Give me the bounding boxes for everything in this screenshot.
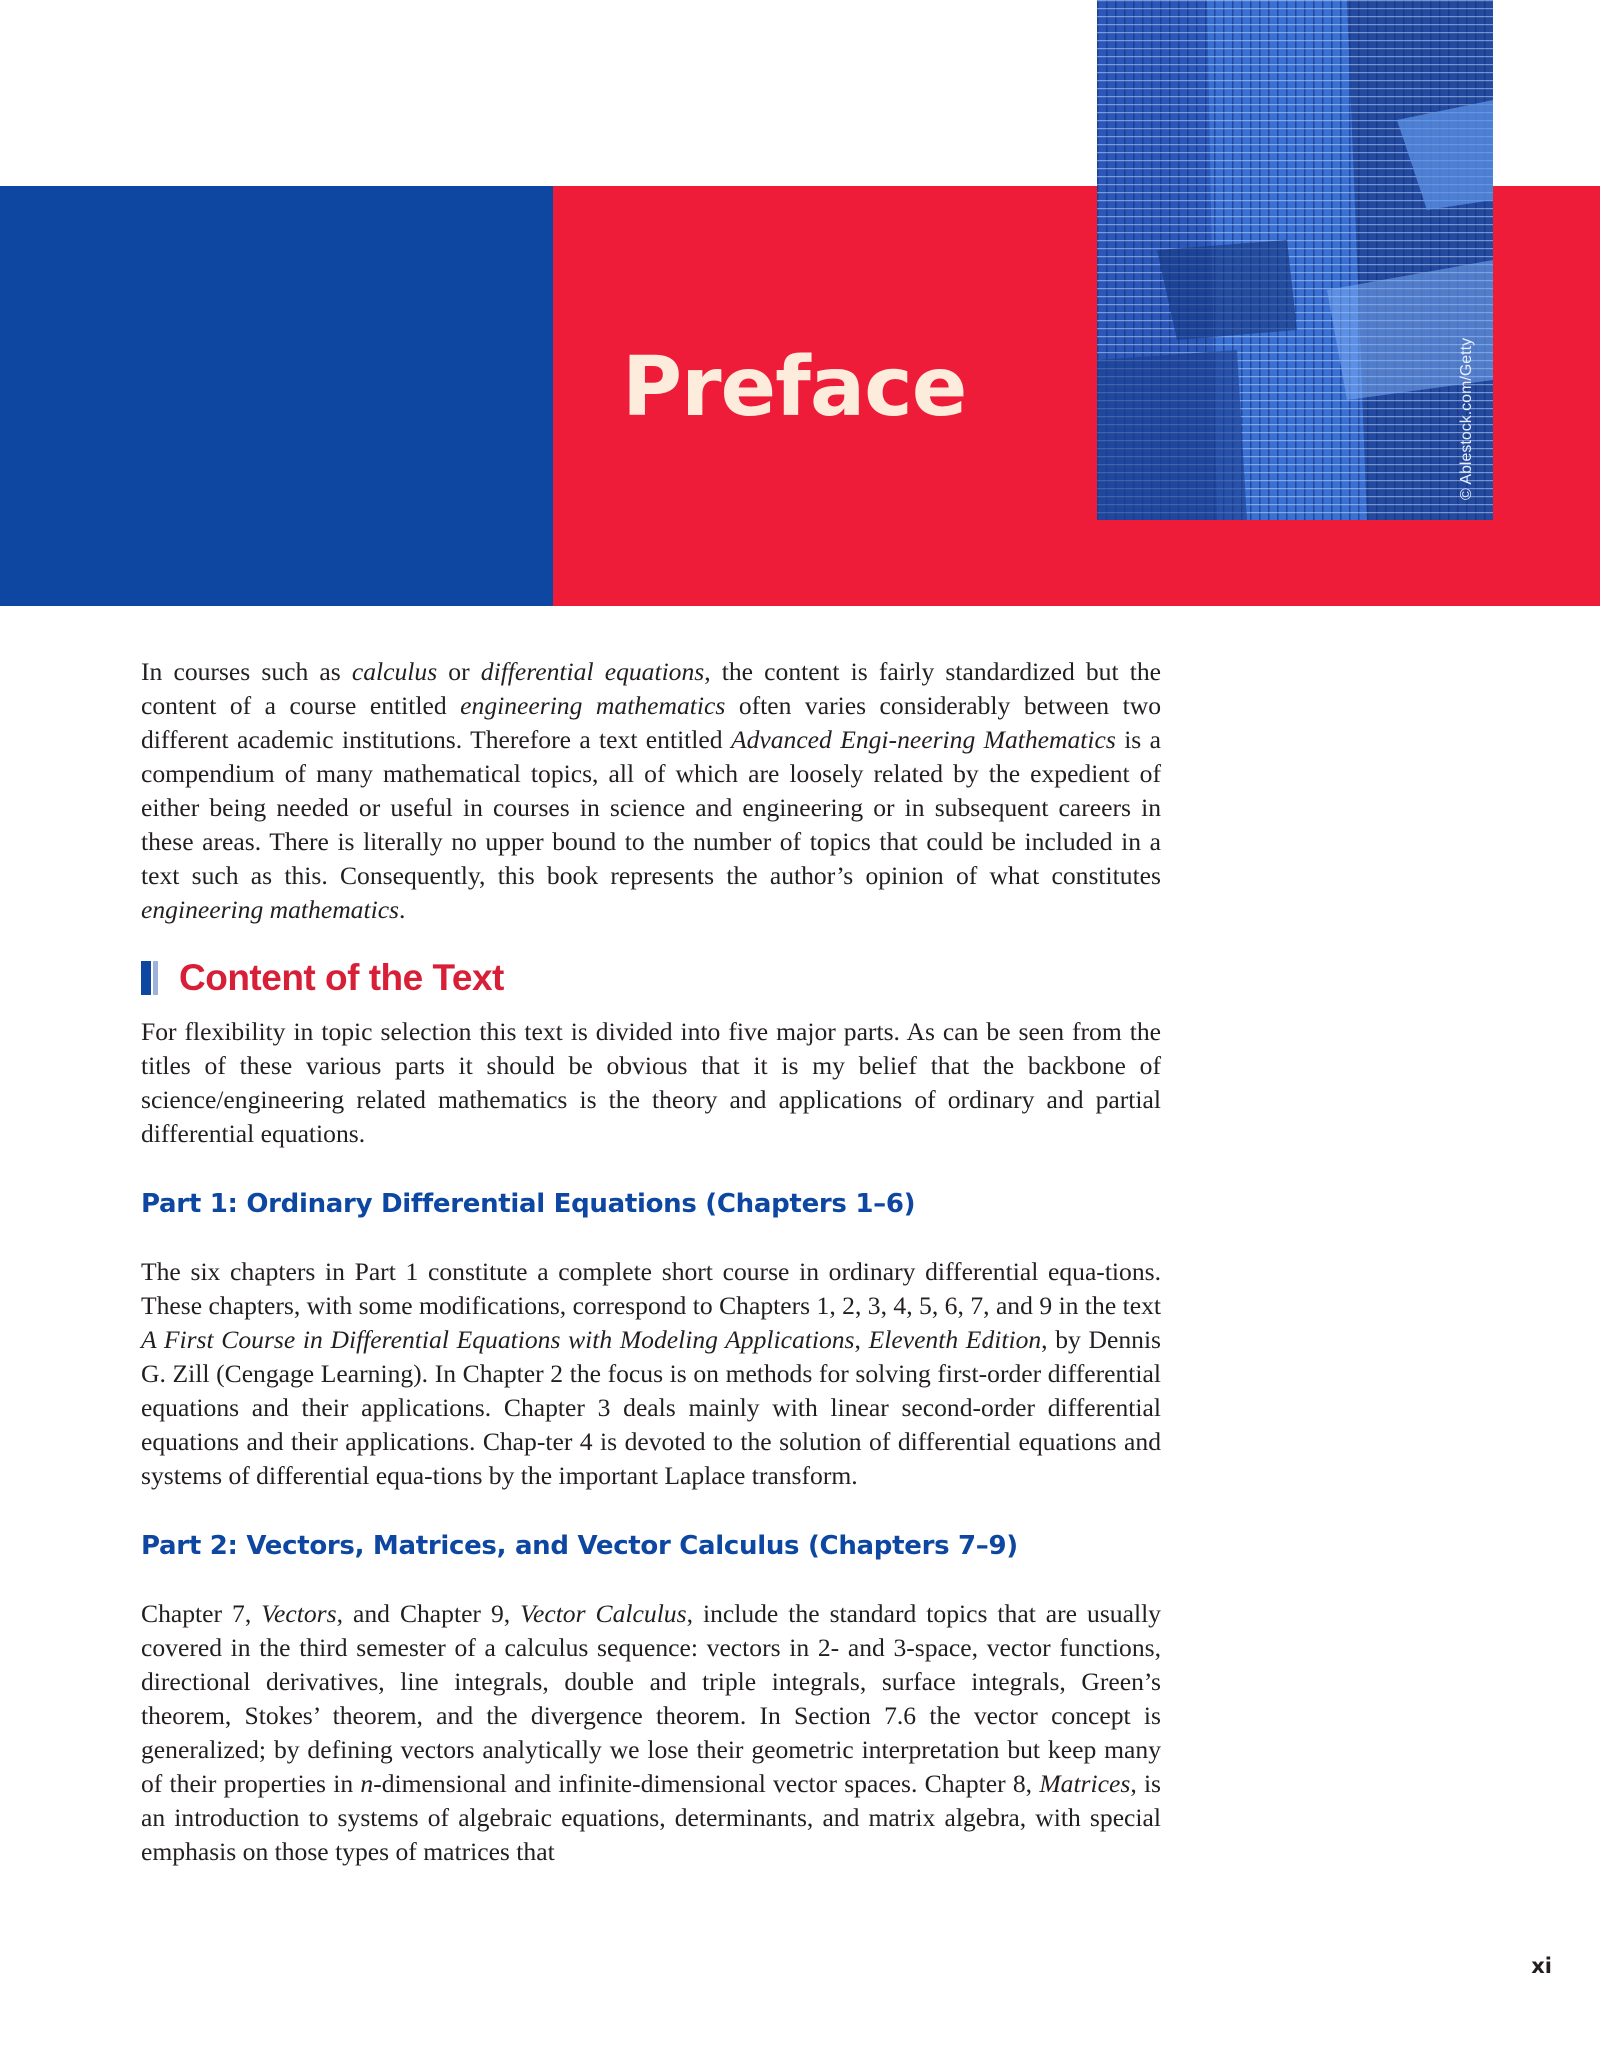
page-number: xi	[1531, 1954, 1552, 1978]
section-marker-icon	[141, 961, 159, 995]
part-2-heading: Part 2: Vectors, Matrices, and Vector Calculus (Chapters 7–9)	[141, 1531, 1018, 1561]
italic-run: Matrices	[1039, 1769, 1131, 1798]
page-content	[141, 655, 1161, 1869]
text-run: , is an introduction to systems of algebraic equations, determinants, and matrix algebra, with special emphasis on those types of matrices that	[141, 1769, 1162, 1866]
part-1-paragraph	[141, 1255, 1161, 1493]
italic-run: A First Course in Differential Equations with Modeling Applications	[141, 1325, 855, 1354]
italic-run: Eleventh Edition	[868, 1325, 1042, 1354]
text-run: ,	[854, 1325, 869, 1354]
italic-run: n	[360, 1769, 374, 1798]
section-heading	[141, 957, 1161, 999]
text-run: The six chapters in Part 1 constitute a complete short course in ordinary differential equa-tions. These chapters, with some modifications, correspond to Chapters 1, 2, 3, 4, 5, 6, 7, and 9 in the text	[141, 1257, 1161, 1320]
skyscraper-photo	[1097, 0, 1493, 520]
text-run: is a compendium of many mathematical topics, all of which are loosely related by the expedient of either being needed or useful in courses in science and engineering or in subsequent careers in these areas. There is literally no upper bound to the number of topics that could be included in a text such as this. Consequently, this book represents the author’s opinion of what constitutes	[141, 725, 1161, 890]
italic-run: engineering mathematics	[460, 691, 726, 720]
italic-run: calculus	[351, 657, 438, 686]
italic-run: engineering mathematics	[141, 895, 400, 924]
photo-credit: © Ablestock.com/Getty	[1458, 337, 1475, 500]
intro-paragraph	[141, 655, 1161, 927]
page-title: Preface	[622, 340, 967, 435]
text-run: or	[437, 657, 481, 686]
text-run: , include the standard topics that are usually covered in the third semester of a calculus sequence: vectors in 2- and 3-space, vector functions, directional derivatives, line integrals, double and triple integrals, surface integrals, Green’s theorem, Stokes’ theorem, and the divergence theorem. In Section 7.6 the vector concept is generalized; by defining vectors analytically we lose their geometric interpretation but keep many of their properties in	[141, 1599, 1161, 1798]
part-2-paragraph	[141, 1597, 1161, 1869]
header-band-blue	[0, 186, 553, 606]
italic-run: differential equations	[480, 657, 705, 686]
italic-run: Advanced Engi-neering Mathematics	[730, 725, 1116, 754]
italic-run: Vector Calculus	[520, 1599, 687, 1628]
text-run: In courses such as	[141, 657, 352, 686]
part-1-heading: Part 1: Ordinary Differential Equations (Chapters 1–6)	[141, 1189, 916, 1219]
text-run: often varies considerably between two different academic institutions. Therefore a text entitled	[141, 691, 1162, 754]
text-run: .	[399, 895, 406, 924]
text-run: , by Dennis G. Zill (Cengage Learning). In Chapter 2 the focus is on methods for solving first-order differential equations and their applications. Chapter 3 deals mainly with linear second-order differential equations and their applications. Chap-ter 4 is devoted to the solution of differential equations and systems of differential equa-tions by the important Laplace transform.	[141, 1325, 1162, 1490]
text-run: Chapter 7,	[141, 1599, 262, 1628]
text-run: , the content is fairly standardized but the content of a course entitled	[141, 657, 1161, 720]
section-intro-paragraph	[141, 1015, 1161, 1151]
text-run: , and Chapter 9,	[336, 1599, 521, 1628]
text-run: -dimensional and infinite-dimensional vector spaces. Chapter 8,	[373, 1769, 1040, 1798]
italic-run: Vectors	[261, 1599, 337, 1628]
text-run: For flexibility in topic selection this text is divided into five major parts. As can be seen from the titles of these various parts it should be obvious that it is my belief that the backbone of science/engineering related mathematics is the theory and applications of ordinary and partial differential equations.	[141, 1017, 1161, 1148]
section-heading-text: Content of the Text	[179, 957, 504, 998]
